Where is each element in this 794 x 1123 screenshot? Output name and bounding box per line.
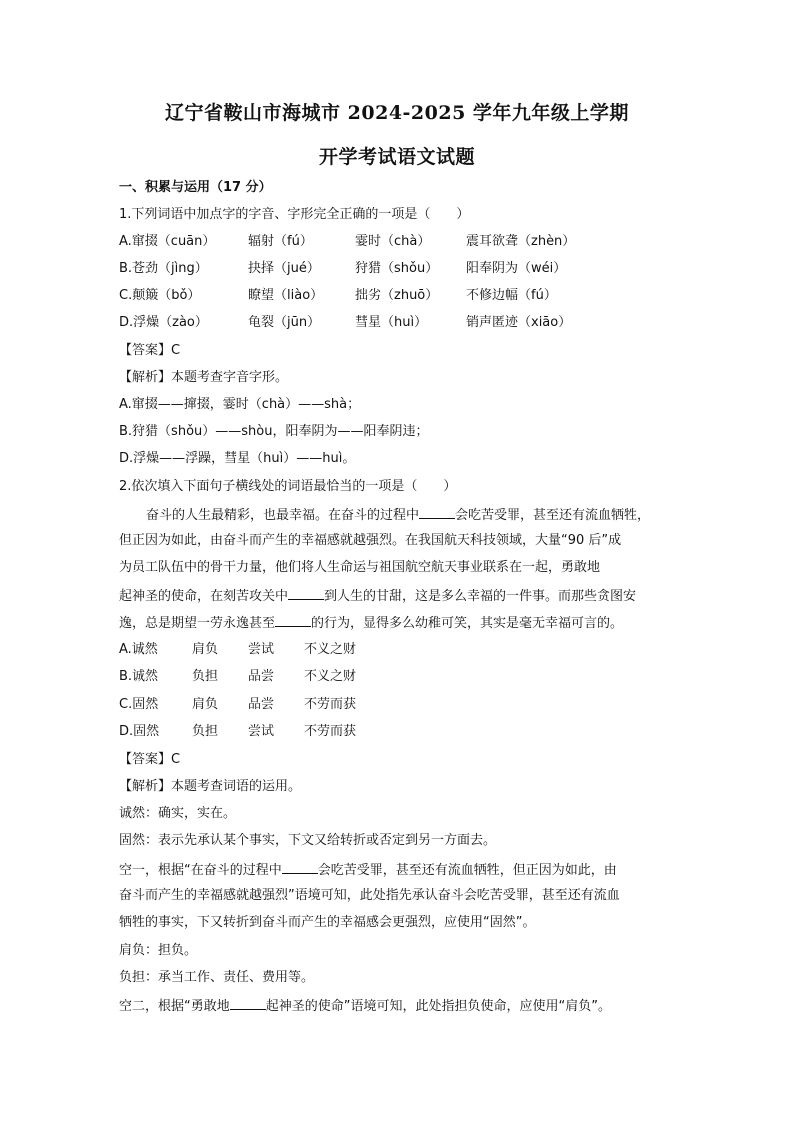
explanation-text: 会吃苦受罪，甚至还有流血牺牲，但正因为如此，由: [317, 863, 617, 878]
fill-blank: [419, 504, 455, 519]
q2-option-cell: 肩负: [192, 642, 219, 657]
fill-blank: [282, 859, 318, 874]
q2-note: 负担：承当工作、责任、费用等。: [119, 970, 315, 985]
q2-option-cell: 不义之财: [304, 669, 357, 684]
passage-line: [119, 531, 689, 551]
fill-blank: [230, 995, 266, 1010]
passage-line: [146, 504, 689, 526]
q2-note: 肩负：担负。: [119, 943, 198, 958]
q1-option-cell: 不修边幅（fú）: [466, 288, 557, 303]
q2-note: 固然：表示先承认某个事实，下文又给转折或否定到另一方面去。: [119, 833, 497, 848]
q2-note: 诚然：确实，实在。: [119, 806, 237, 821]
q2-option-cell: D.固然: [119, 724, 160, 739]
question-2-stem: 2.依次填入下面句子横线处的词语最恰当的一项是（ ）: [119, 479, 457, 494]
fill-blank: [275, 612, 311, 627]
passage-text: 但正因为如此，由奋斗而产生的幸福感就越强烈。在我国航天科技领域，大量“90 后”成: [119, 533, 622, 548]
q1-analysis: 【解析】本题考查字音字形。: [119, 370, 289, 385]
q2-option-cell: B.诚然: [119, 669, 159, 684]
page-subtitle: 开学考试语文试题: [318, 146, 475, 168]
q2-option-cell: 不劳而获: [304, 697, 357, 712]
q2-option-cell: 不义之财: [304, 642, 357, 657]
q1-option-cell: D.浮燥（zào）: [119, 315, 208, 330]
passage-text: 为员工队伍中的骨干力量，他们将人生命运与祖国航空航天事业联系在一起，勇敢地: [119, 560, 601, 575]
q2-analysis: 【解析】本题考查词语的运用。: [119, 779, 302, 794]
explanation-line: [119, 859, 689, 881]
explanation-text: 空二，根据“勇敢地: [119, 999, 230, 1014]
q2-option-cell: 不劳而获: [304, 724, 357, 739]
q1-option-cell: 阳奉阴为（wéi）: [466, 261, 567, 276]
section-heading: 一、积累与运用（17 分）: [119, 180, 272, 195]
page-title: 辽宁省鞍山市海城市 2024-2025 学年九年级上学期: [165, 102, 629, 124]
q1-option-cell: B.苍劲（jìng）: [119, 261, 208, 276]
q1-answer: 【答案】C: [119, 343, 181, 358]
explanation-line: 牺牲的事实，下又转折到奋斗而产生的幸福感会更强烈，应使用“固然”。: [119, 915, 536, 930]
q2-option-cell: 肩负: [192, 697, 219, 712]
explanation-line: 奋斗而产生的幸福感就越强烈”语境可知，此处指先承认奋斗会吃苦受罪，甚至还有流血: [119, 888, 620, 903]
q2-answer: 【答案】C: [119, 752, 181, 767]
q1-option-cell: 拙劣（zhuō）: [355, 288, 439, 303]
q1-note: D.浮燥——浮躁，彗星（huì）——huì。: [119, 451, 356, 466]
q1-option-cell: 龟裂（jūn）: [248, 315, 321, 330]
q1-option-cell: A.窜掇（cuān）: [119, 234, 216, 249]
q1-option-cell: 彗星（huì）: [355, 315, 428, 330]
q1-option-cell: C.颠簸（bǒ）: [119, 288, 201, 303]
explanation-text: 起神圣的使命”语境可知，此处指担负使命，应使用“肩负”。: [265, 999, 611, 1014]
passage-line: [119, 612, 689, 634]
passage-text: 的行为，显得多么幼稚可笑，其实是毫无幸福可言的。: [311, 616, 624, 631]
q1-option-cell: 销声匿迹（xiāo）: [466, 315, 572, 330]
q1-note: B.狩猎（shǒu）——shòu，阳奉阴为——阳奉阴违；: [119, 424, 429, 439]
q1-option-cell: 震耳欲聋（zhèn）: [466, 234, 576, 249]
passage-text: 会吃苦受罪，甚至还有流血牺牲，: [455, 508, 651, 523]
passage-text: 起神圣的使命，在刻苦攻关中: [119, 589, 289, 604]
fill-blank: [288, 585, 324, 600]
passage-text: 到人生的甘甜，这是多么幸福的一件事。而那些贪图安: [324, 589, 637, 604]
q2-option-cell: 品尝: [248, 669, 275, 684]
explanation-text: 空一，根据“在奋斗的过程中: [119, 863, 282, 878]
q2-option-cell: 品尝: [248, 697, 275, 712]
q2-option-cell: 尝试: [248, 642, 275, 657]
question-1-stem: 1.下列词语中加点字的字音、字形完全正确的一项是（ ）: [119, 207, 470, 222]
q1-option-cell: 抉择（jué）: [248, 261, 320, 276]
q2-option-cell: 尝试: [248, 724, 275, 739]
passage-line: [119, 558, 689, 578]
passage-text: 逸，总是期望一劳永逸甚至: [119, 616, 276, 631]
q2-option-cell: 负担: [192, 669, 219, 684]
passage-text: 奋斗的人生最精彩，也最幸福。在奋斗的过程中: [146, 508, 420, 523]
q1-option-cell: 瞭望（liào）: [248, 288, 324, 303]
q1-option-cell: 霎时（chà）: [355, 234, 431, 249]
q2-option-cell: C.固然: [119, 697, 159, 712]
q1-option-cell: 狩猎（shǒu）: [355, 261, 439, 276]
q1-option-cell: 辐射（fú）: [248, 234, 313, 249]
explanation-line: [119, 995, 689, 1017]
q2-option-cell: A.诚然: [119, 642, 158, 657]
q2-option-cell: 负担: [192, 724, 219, 739]
passage-line: [119, 585, 689, 607]
q1-note: A.窜掇——撺掇，霎时（chà）——shà；: [119, 397, 361, 412]
